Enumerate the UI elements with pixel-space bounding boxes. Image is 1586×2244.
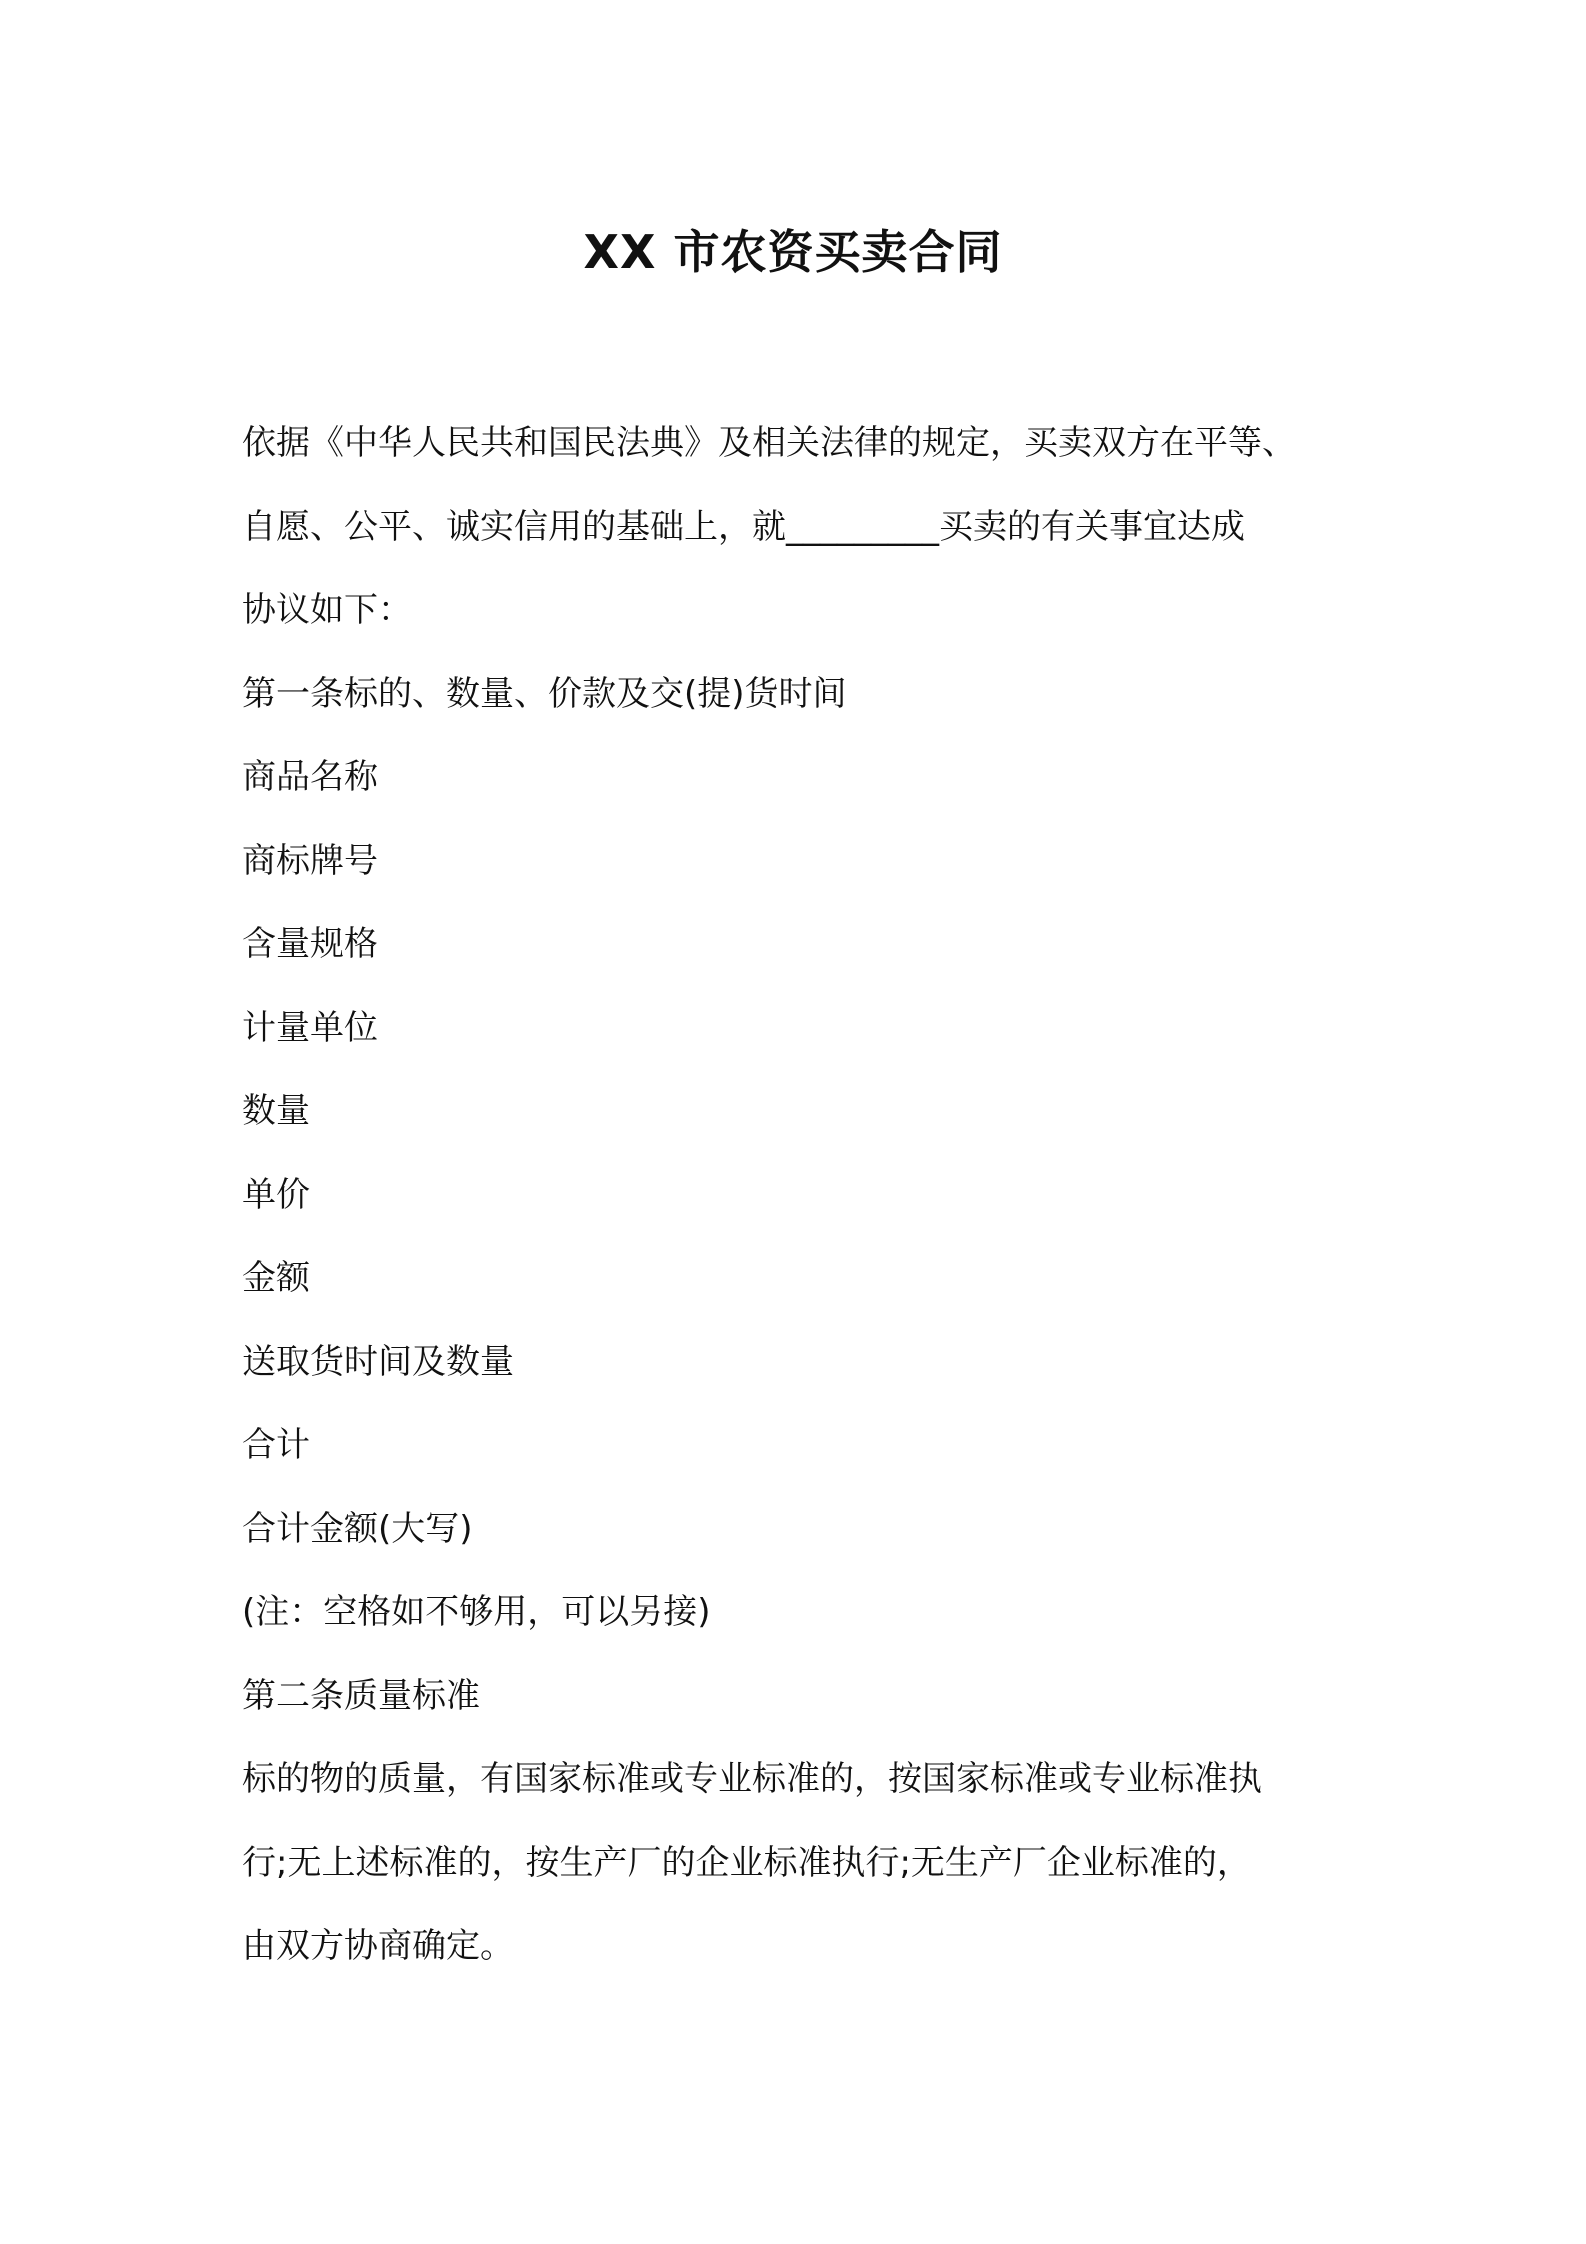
- contract-body: [242, 402, 1362, 1989]
- body-line: 标的物的质量，有国家标准或专业标准的，按国家标准或专业标准执: [242, 1759, 1262, 1799]
- contract-title: XX 市农资买卖合同: [583, 225, 1003, 279]
- body-line: 由双方协商确定。: [242, 1926, 514, 1966]
- field-total: 合计: [242, 1425, 310, 1465]
- body-line: 协议如下：: [242, 590, 412, 630]
- field-quantity: 数量: [242, 1091, 310, 1131]
- field-amount: 金额: [242, 1258, 310, 1298]
- field-total-amount-words: 合计金额(大写): [242, 1508, 473, 1549]
- field-unit-price: 单价: [242, 1174, 310, 1215]
- body-line: 行;无上述标准的，按生产厂的企业标准执行;无生产厂企业标准的，: [242, 1842, 1251, 1883]
- note-line: (注：空格如不够用，可以另接): [242, 1592, 711, 1632]
- section-heading-2: 第二条质量标准: [242, 1675, 480, 1716]
- body-line: 自愿、公平、诚实信用的基础上，就_________买卖的有关事宜达成: [242, 506, 1245, 547]
- field-delivery-time: 送取货时间及数量: [242, 1341, 514, 1382]
- body-line: 依据《中华人民共和国民法典》及相关法律的规定，买卖双方在平等、: [242, 423, 1296, 463]
- field-unit: 计量单位: [242, 1007, 378, 1048]
- field-trademark: 商标牌号: [242, 840, 378, 881]
- field-product-name: 商品名称: [242, 757, 378, 797]
- section-heading-1: 第一条标的、数量、价款及交(提)货时间: [242, 673, 847, 714]
- field-specification: 含量规格: [242, 924, 378, 964]
